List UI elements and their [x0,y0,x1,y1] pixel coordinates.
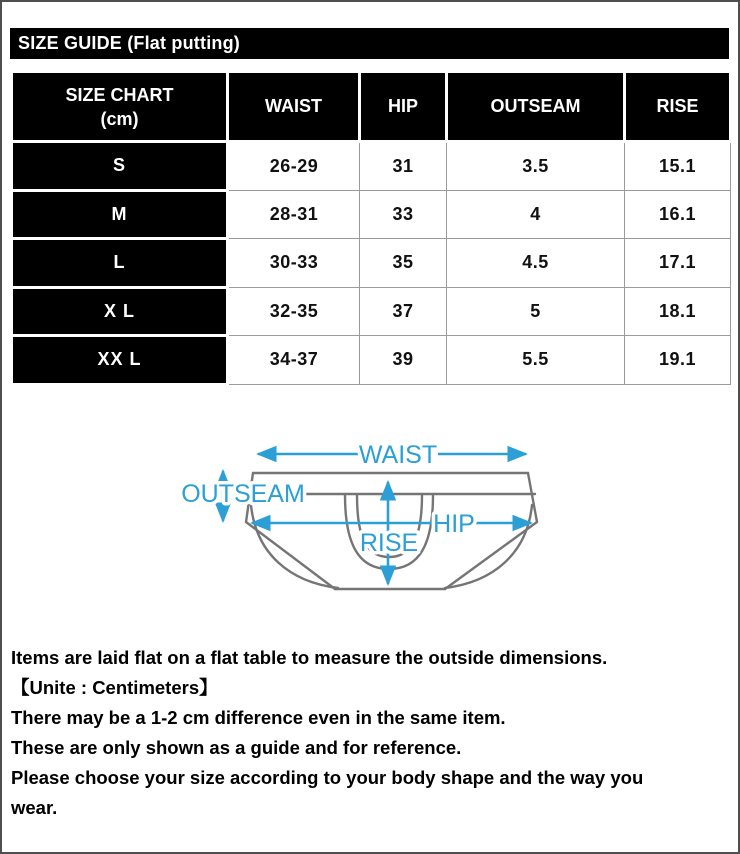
hip-value-cell: 35 [360,239,447,288]
rise-value-cell: 18.1 [625,287,731,336]
note-line: wear. [11,797,58,818]
table-row-s [12,142,731,191]
hip-value-cell: 37 [360,287,447,336]
title-bar [10,28,729,59]
rise-value-cell: 17.1 [625,239,731,288]
table-row-l [12,239,731,288]
column-header-hip: HIP [360,72,447,142]
hip-value-cell: 39 [360,336,447,385]
table-row-xl [12,287,731,336]
column-header-size-chart [12,72,228,142]
column-header-waist: WAIST [228,72,360,142]
rise-label: RISE [359,529,419,557]
waist-label: WAIST [358,441,438,469]
note-line: Items are laid flat on a flat table to measure the outside dimensions. [11,647,608,668]
size-label-cell: S [12,142,228,191]
size-chart-header-line1: SIZE CHART [65,84,174,105]
page-title: SIZE GUIDE (Flat putting) [18,33,240,53]
outseam-value-cell: 5 [447,287,625,336]
size-label-cell: X L [12,287,228,336]
size-chart-header-line2: (cm) [100,108,139,129]
briefs-measurement-diagram [152,432,612,632]
rise-value-cell: 15.1 [625,142,731,191]
waist-value-cell: 28-31 [228,190,360,239]
note-line-unit: 【Unite : Centimeters】 [11,677,218,698]
hip-label: HIP [433,510,475,538]
waist-value-cell: 34-37 [228,336,360,385]
outseam-value-cell: 5.5 [447,336,625,385]
table-row-m [12,190,731,239]
waist-value-cell: 32-35 [228,287,360,336]
left-leg-opening-curve [251,505,338,588]
rise-value-cell: 19.1 [625,336,731,385]
note-line: Please choose your size according to your body shape and the way you [11,767,644,788]
waist-value-cell: 30-33 [228,239,360,288]
waist-value-cell: 26-29 [228,142,360,191]
rise-value-cell: 16.1 [625,190,731,239]
outseam-value-cell: 4 [447,190,625,239]
outseam-value-cell: 4.5 [447,239,625,288]
table-row-xxl [12,336,731,385]
table-header-row [12,72,731,142]
column-header-outseam: OUTSEAM [447,72,625,142]
size-label-cell: L [12,239,228,288]
note-line: These are only shown as a guide and for reference. [11,737,462,758]
size-label-cell: XX L [12,336,228,385]
size-label-cell: M [12,190,228,239]
note-line: There may be a 1-2 cm difference even in the same item. [11,707,506,728]
hip-value-cell: 33 [360,190,447,239]
column-header-rise: RISE [625,72,731,142]
hip-value-cell: 31 [360,142,447,191]
outseam-value-cell: 3.5 [447,142,625,191]
size-chart-table [10,70,732,386]
measurement-notes [11,643,735,823]
outseam-label: OUTSEAM [181,480,305,508]
